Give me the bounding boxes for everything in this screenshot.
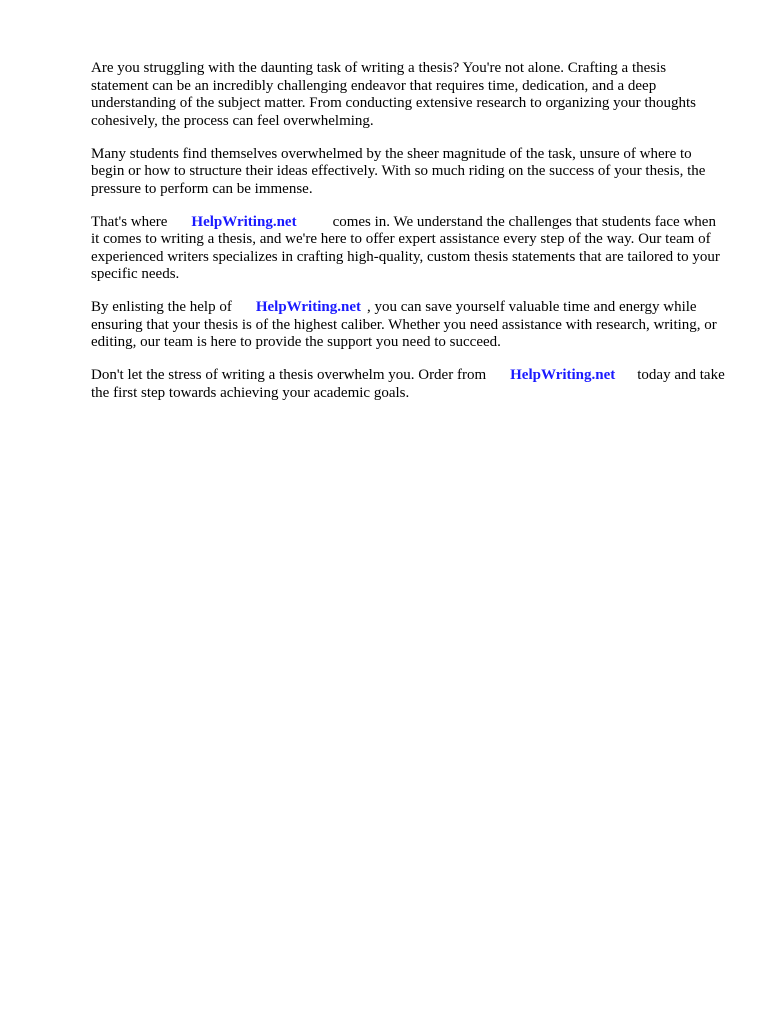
paragraph-thats-where-after: comes in. We understand the challenges that students face when it comes to writing a thesis, and we're here to offer expert assistance every step of the way. Our team of experienced writers specializes in crafting high-quality, custom thesis statements that are tailored to your specific needs. xyxy=(91,213,720,282)
paragraph-enlisting-before: By enlisting the help of xyxy=(91,299,232,315)
paragraph-enlisting-after: , you can save yourself valuable time and energy while ensuring that your thesis is of the highest caliber. Whether you need assistance with research, writing, or editing, our team is here to provide the support you need to succeed. xyxy=(91,299,717,350)
helpwriting-link-1[interactable]: HelpWriting.net xyxy=(191,213,297,230)
paragraph-thats-where xyxy=(91,214,727,284)
paragraph-order-after: today and take the first step towards achieving your academic goals. xyxy=(91,367,725,401)
helpwriting-link-2[interactable]: HelpWriting.net xyxy=(255,299,361,315)
paragraph-thats-where-before: That's where xyxy=(91,213,168,230)
document-page xyxy=(91,60,727,418)
paragraph-overwhelmed: Many students find themselves overwhelmed by the sheer magnitude of the task, unsure of where to begin or how to structure their ideas effectively. With so much riding on the success of your thesis, the pressure to perform can be immense. xyxy=(91,145,706,197)
helpwriting-link-3[interactable]: HelpWriting.net xyxy=(510,367,616,383)
paragraph-order-before: Don't let the stress of writing a thesis overwhelm you. Order from xyxy=(91,367,487,383)
paragraph-order xyxy=(91,367,727,402)
paragraph-enlisting xyxy=(91,299,727,352)
paragraph-intro: Are you struggling with the daunting task of writing a thesis? You're not alone. Crafting a thesis statement can be an incredibly challenging endeavor that requires time, dedication, and a deep understanding of the subject matter. From conducting extensive research to organizing your thoughts cohesively, the process can feel overwhelming. xyxy=(91,60,696,129)
